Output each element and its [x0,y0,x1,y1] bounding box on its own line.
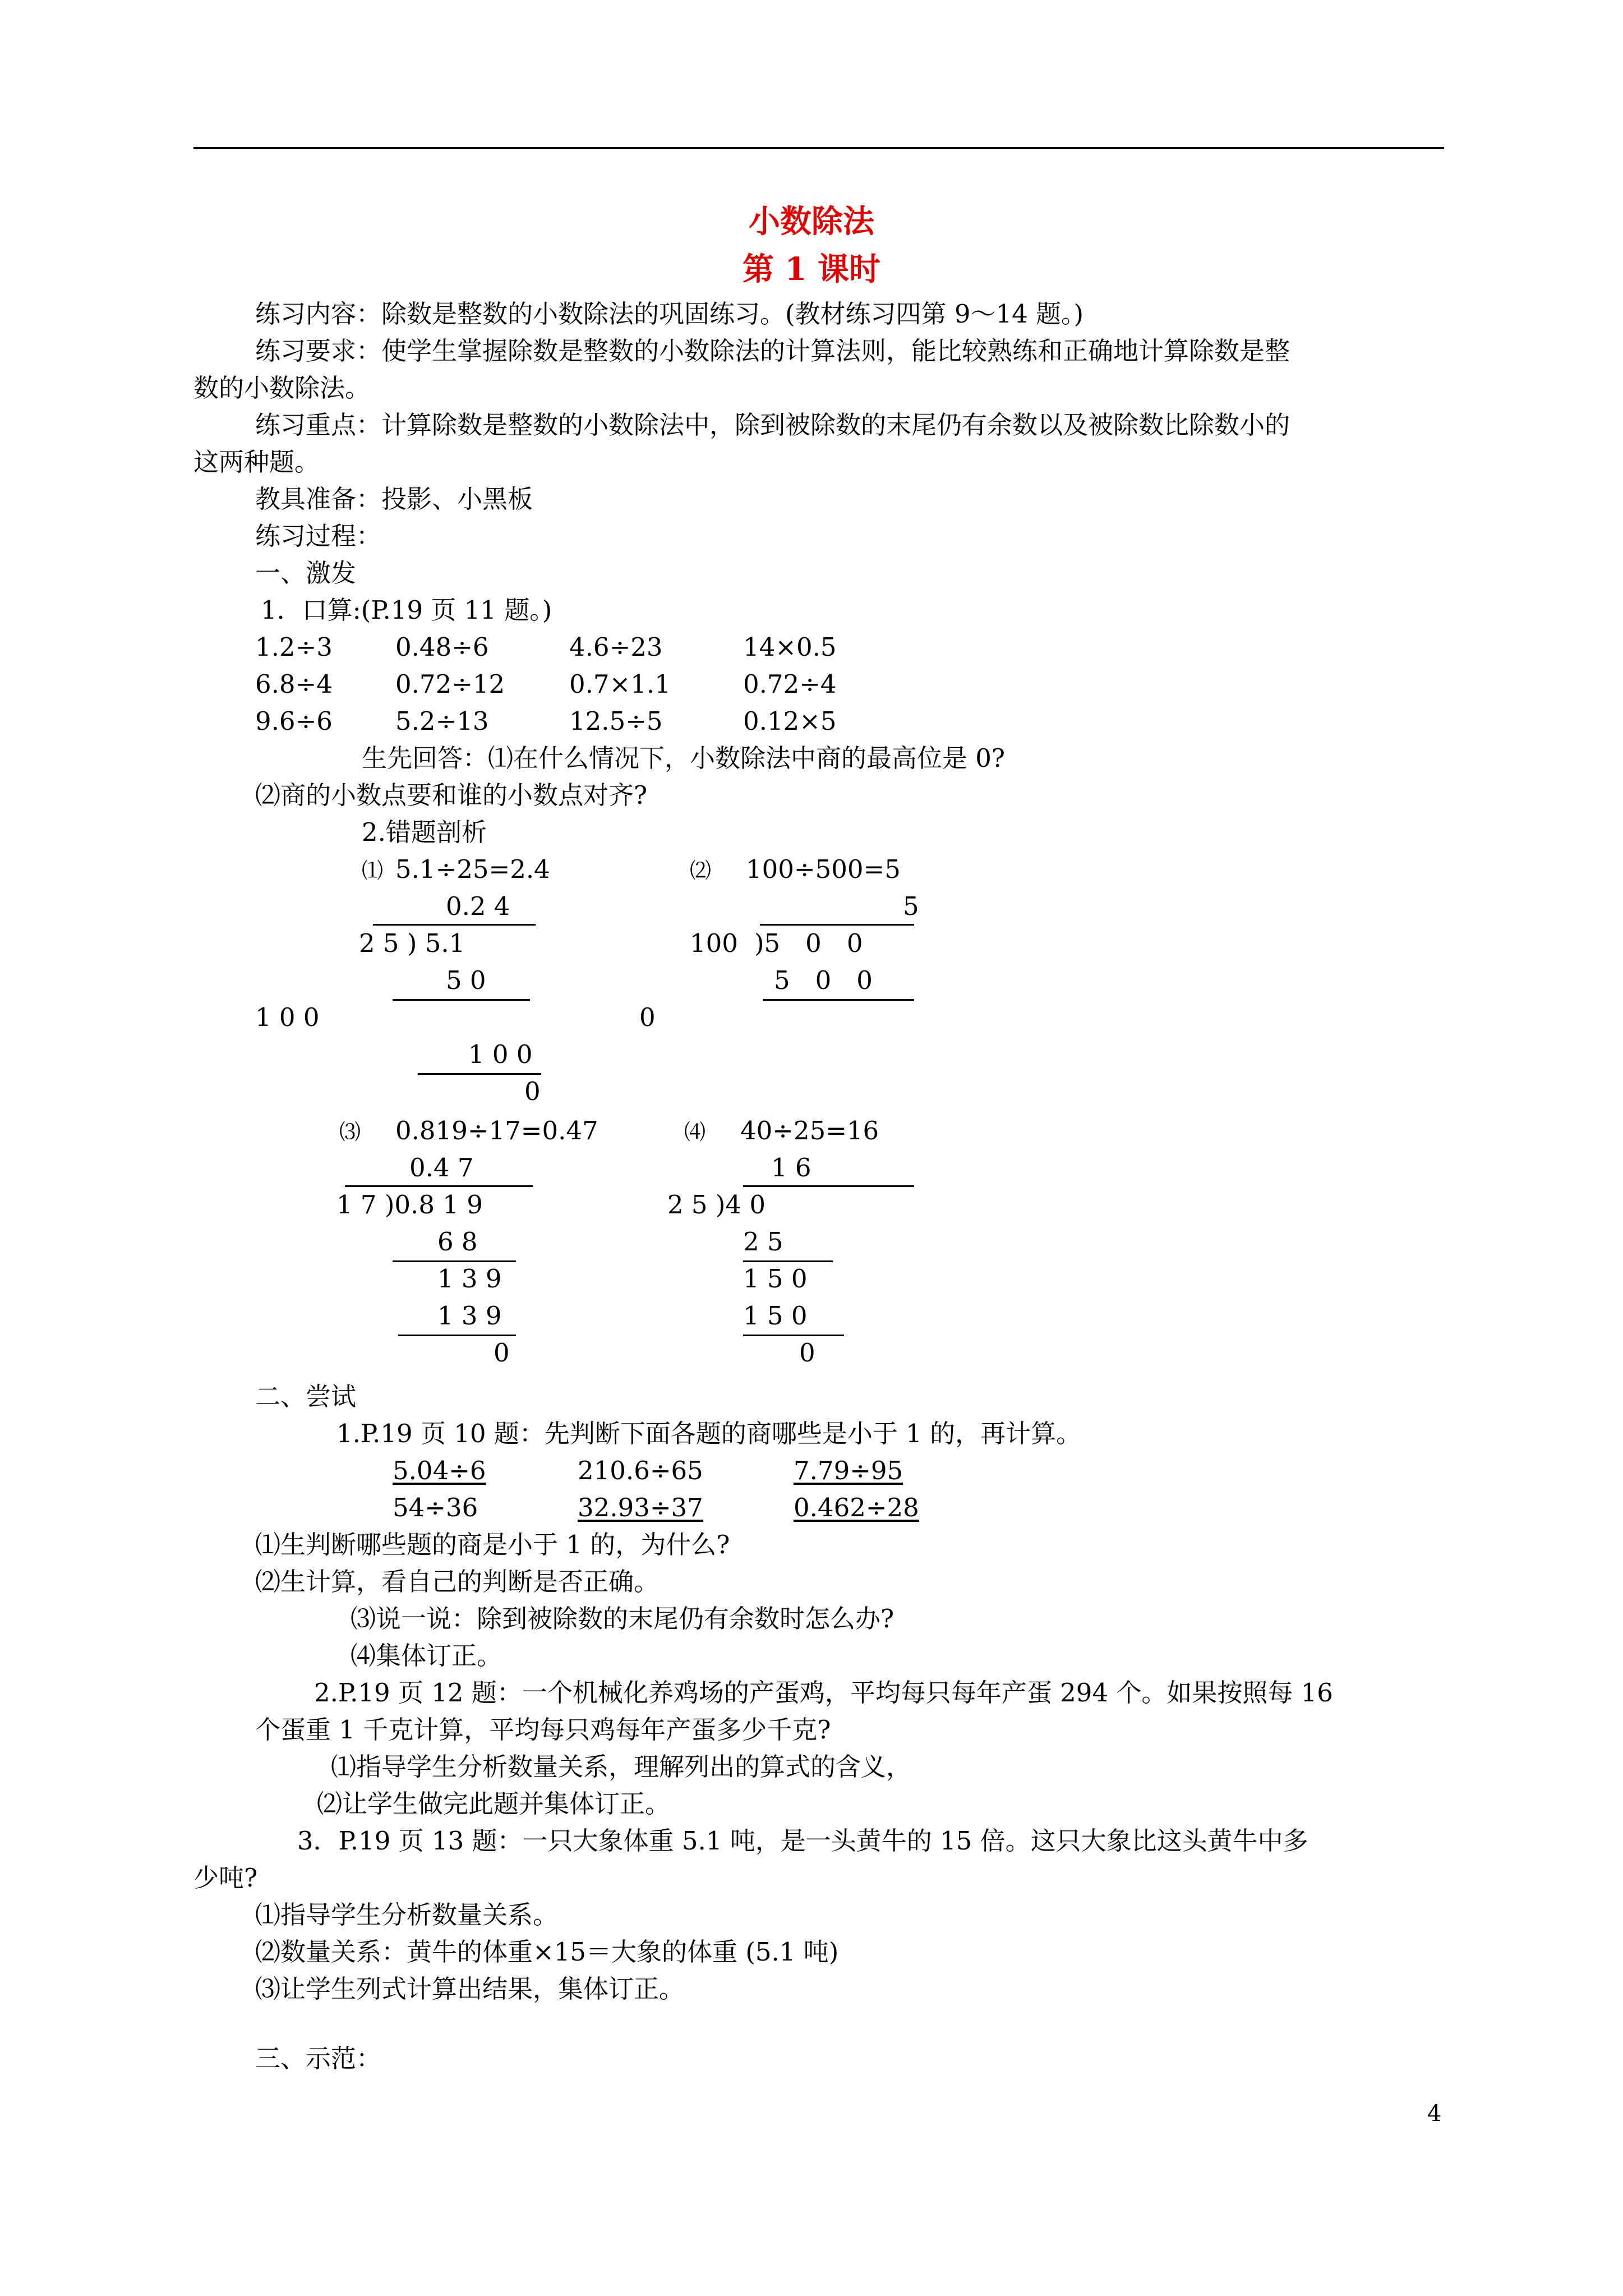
section-heading: 二、尝试 [255,1382,357,1411]
practice-focus: 练习重点：计算除数是整数的小数除法中，除到被除数的末尾仍有余数以及被除数比除数小的 [255,410,1290,440]
oral-item: 12.5÷5 [569,706,663,736]
oral-item: 9.6÷6 [255,706,333,736]
practice-focus-cont: 这两种题。 [193,447,320,477]
subtraction-line [763,999,914,1001]
task-text: 1.P.19 页 10 题：先判断下面各题的商哪些是小于 1 的，再计算。 [336,1419,1082,1448]
long-division-remainder: 1 0 0 [255,1002,320,1032]
task-text: ⑴指导学生分析数量关系。 [255,1900,559,1930]
long-division-step: 1 0 0 [468,1039,533,1069]
problem-number: ⑵ [690,858,712,883]
task-text: ⑵生计算，看自己的判断是否正确。 [255,1567,660,1596]
header-rule [193,147,1444,149]
long-division-remainder: 0 [799,1338,815,1368]
error-analysis-title: 2.错题剖析 [362,817,487,847]
question-text: 生先回答：⑴在什么情况下，小数除法中商的最高位是 0? [362,743,1006,773]
subtraction-line [418,1073,541,1075]
practice-requirement: 练习要求：使学生掌握除数是整数的小数除法的计算法则，能比较熟练和正确地计算除数是整 [255,336,1290,366]
task-text: ⑴生判断哪些题的商是小于 1 的，为什么? [255,1530,730,1559]
oral-item: 5.2÷13 [395,706,489,736]
section-heading: 三、示范： [255,2044,382,2073]
lesson-subtitle: 第 1 课时 [743,251,880,288]
oral-item: 0.72÷12 [395,669,505,699]
problem-equation: 100÷500=5 [746,854,901,884]
practice-process: 练习过程： [255,521,382,551]
division-bar [743,1185,914,1187]
exercise-item: 7.79÷95 [794,1456,903,1485]
oral-item: 1.2÷3 [255,632,333,662]
document-title: 小数除法 [749,203,874,240]
long-division-quotient: 1 6 [771,1153,811,1182]
task-text: 个蛋重 1 千克计算，平均每只鸡每年产蛋多少千克? [255,1715,831,1745]
long-division-dividend: 2 5 )4 0 [667,1190,766,1220]
task-text: ⑵数量关系：黄牛的体重×15＝大象的体重 (5.1 吨) [255,1937,839,1967]
oral-item: 0.7×1.1 [569,669,671,699]
long-division-remainder: 1 5 0 [743,1264,808,1294]
task-text: ⑵让学生做完此题并集体订正。 [317,1789,671,1819]
question-text: ⑵商的小数点要和谁的小数点对齐? [255,780,648,810]
division-bar [373,924,536,926]
problem-equation: 5.1÷25=2.4 [395,854,550,884]
oral-item: 14×0.5 [743,632,837,662]
task-text: ⑶说一说：除到被除数的末尾仍有余数时怎么办? [351,1604,895,1634]
exercise-item: 0.462÷28 [794,1493,919,1522]
exercise-item: 32.93÷37 [578,1493,703,1522]
subtraction-line [743,1335,844,1336]
task-text: ⑴指导学生分析数量关系，理解列出的算式的含义， [331,1752,912,1782]
exercise-item: 54÷36 [393,1493,478,1522]
long-division-step: 2 5 [743,1227,783,1257]
page-number: 4 [1427,2101,1442,2127]
exercise-item: 5.04÷6 [393,1456,486,1485]
long-division-step: 5 0 [446,965,486,995]
task-text: ⑷集体订正。 [351,1641,502,1671]
oral-item: 0.48÷6 [395,632,489,662]
long-division-step: 5 0 0 [774,965,873,995]
long-division-step: 6 8 [437,1227,478,1257]
subtraction-line [393,999,530,1001]
long-division-remainder: 0 [494,1338,510,1368]
section-heading: 一、激发 [255,558,357,588]
oral-item: 0.12×5 [743,706,837,736]
long-division-remainder: 1 3 9 [437,1264,502,1294]
oral-item: 0.72÷4 [743,669,837,699]
long-division-quotient: 5 [903,891,919,921]
problem-number: ⑶ [339,1120,361,1144]
practice-content: 练习内容：除数是整数的小数除法的巩固练习。(教材练习四第 9～14 题。) [255,299,1084,329]
task-text: 3．P.19 页 13 题：一只大象体重 5.1 吨，是一头黄牛的 15 倍。这只大象比这头黄牛中多 [297,1826,1308,1856]
practice-requirement-cont: 数的小数除法。 [193,373,371,403]
teaching-tools: 教具准备：投影、小黑板 [255,484,533,514]
long-division-remainder: 0 [639,1002,656,1032]
long-division-quotient: 0.2 4 [446,891,510,921]
oral-calc-title: 1．口算:(P.19 页 11 题。) [261,595,552,625]
problem-equation: 40÷25=16 [740,1116,879,1145]
long-division-dividend: 1 7 )0.8 1 9 [336,1190,483,1220]
long-division-step: 1 3 9 [437,1301,502,1331]
problem-equation: 0.819÷17=0.47 [395,1116,598,1145]
task-text: 少吨? [193,1863,258,1893]
long-division-step: 1 5 0 [743,1301,808,1331]
task-text: ⑶让学生列式计算出结果，集体订正。 [255,1974,685,2004]
task-text: 2.P.19 页 12 题：一个机械化养鸡场的产蛋鸡，平均每只每年产蛋 294 个。如果按照每 16 [314,1678,1333,1708]
oral-item: 6.8÷4 [255,669,333,699]
division-bar [760,924,914,926]
long-division-remainder: 0 [524,1076,541,1106]
long-division-dividend: 2 5 ) 5.1 [359,928,465,958]
division-bar [345,1185,533,1187]
exercise-item: 210.6÷65 [578,1456,703,1485]
problem-number: ⑷ [684,1120,706,1144]
long-division-dividend: )5 0 0 [754,928,863,958]
long-division-quotient: 0.4 7 [409,1153,474,1182]
long-division-divisor: 100 [690,928,738,958]
oral-item: 4.6÷23 [569,632,663,662]
problem-number: ⑴ [362,858,384,883]
